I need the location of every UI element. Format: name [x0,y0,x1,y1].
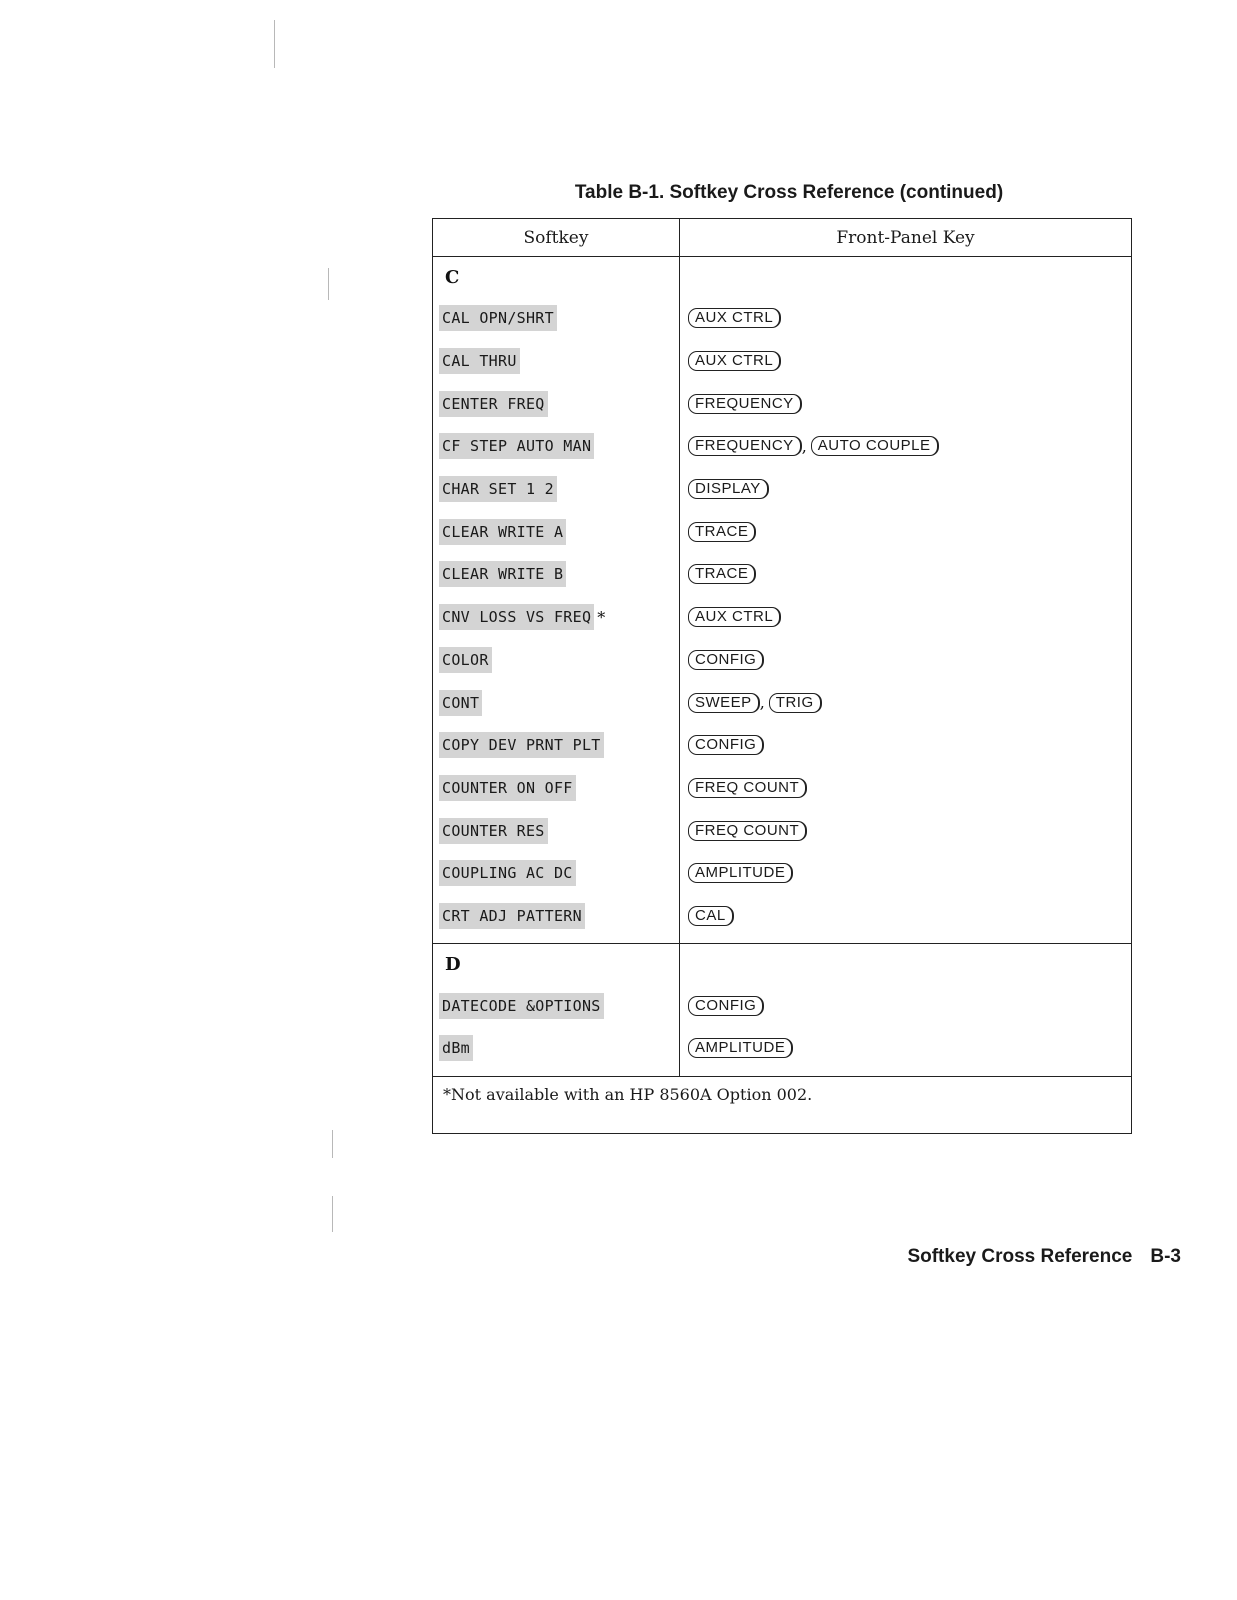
softkey-column [433,944,680,1075]
table-row [680,425,1131,468]
table-row [433,639,679,682]
table-body [433,257,1131,1077]
table-row [433,340,679,383]
softkey-label: DATECODE &OPTIONS [439,993,604,1019]
front-panel-key: TRACE [688,522,756,542]
softkey-label: CENTER FREQ [439,391,548,417]
softkey-label: dBm [439,1035,473,1061]
softkey-label: COPY DEV PRNT PLT [439,732,604,758]
softkey-label: COUNTER ON OFF [439,775,576,801]
front-panel-key: CONFIG [688,650,764,670]
table-row [680,553,1131,596]
softkey-label: CAL THRU [439,348,520,374]
table-row [680,681,1131,724]
table-row [680,382,1131,425]
front-panel-key: TRACE [688,564,756,584]
table-row [433,809,679,852]
front-panel-key: AUTO COUPLE [811,436,939,456]
table-row [433,553,679,596]
front-panel-key: AUX CTRL [688,308,781,328]
front-panel-key: TRIG [769,693,822,713]
table-row [433,984,679,1027]
softkey-label: COUPLING AC DC [439,860,576,886]
table-row [680,724,1131,767]
front-panel-key: CONFIG [688,735,764,755]
front-panel-key: DISPLAY [688,479,769,499]
softkey-label: CLEAR WRITE A [439,519,566,545]
table-header-row [433,219,1131,257]
table-row [433,1027,679,1070]
front-panel-key-column-header: Front-Panel Key [836,227,975,248]
front-panel-key: AUX CTRL [688,607,781,627]
table-row [433,510,679,553]
softkey-label: CONT [439,690,482,716]
softkey-label: CAL OPN/SHRT [439,305,557,331]
front-panel-key: FREQUENCY [688,394,802,414]
table-row [680,984,1131,1027]
scan-artifact [332,1196,333,1232]
table-title: Table B-1. Softkey Cross Reference (continued) [574,182,1004,203]
table-row [433,681,679,724]
front-panel-key-column [680,944,1131,1075]
scan-artifact [332,1130,333,1158]
page-number: B-3 [1150,1246,1181,1267]
table-row [680,297,1131,340]
footnote-marker: * [597,607,606,627]
softkey-label: COLOR [439,647,492,673]
section-letter: C [445,266,460,288]
table-row [680,852,1131,895]
section-letter: D [445,953,461,975]
softkey-label: CLEAR WRITE B [439,561,566,587]
table-row [680,1027,1131,1070]
key-separator: , [801,436,807,456]
softkey-label: CF STEP AUTO MAN [439,433,594,459]
softkey-cross-reference-table [432,218,1132,1134]
table-row [680,510,1131,553]
table-row [433,425,679,468]
table-section [433,944,1131,1076]
front-panel-key: FREQ COUNT [688,821,807,841]
section-letter-spacer [680,944,1131,984]
table-row [433,382,679,425]
table-row [433,468,679,511]
table-section [433,257,1131,944]
softkey-column [433,257,680,943]
scan-artifact [328,268,329,300]
table-row [433,724,679,767]
table-row [433,596,679,639]
page-footer [907,1246,1181,1268]
front-panel-key: AUX CTRL [688,351,781,371]
table-row [433,297,679,340]
front-panel-key: FREQUENCY [688,436,802,456]
table-row [433,767,679,810]
front-panel-key: FREQ COUNT [688,778,807,798]
front-panel-key: AMPLITUDE [688,1038,793,1058]
table-row [680,596,1131,639]
table-row [433,895,679,938]
softkey-label: CRT ADJ PATTERN [439,903,585,929]
front-panel-key-column [680,257,1131,943]
front-panel-key: AMPLITUDE [688,863,793,883]
table-row [680,767,1131,810]
table-row [680,895,1131,938]
front-panel-key: CONFIG [688,996,764,1016]
table-row [680,468,1131,511]
table-row [680,809,1131,852]
table-row [433,852,679,895]
softkey-column-header: Softkey [433,219,680,256]
table-row [680,340,1131,383]
scan-artifact [274,20,275,68]
softkey-label: CHAR SET 1 2 [439,476,557,502]
softkey-label: CNV LOSS VS FREQ [439,604,594,630]
table-row [680,639,1131,682]
section-letter-spacer [680,257,1131,297]
table-footnote: *Not available with an HP 8560A Option 002. [443,1084,813,1104]
softkey-label: COUNTER RES [439,818,548,844]
front-panel-key: CAL [688,906,734,926]
key-separator: , [759,693,765,713]
front-panel-key: SWEEP [688,693,760,713]
footer-section-title: Softkey Cross Reference [907,1246,1133,1267]
